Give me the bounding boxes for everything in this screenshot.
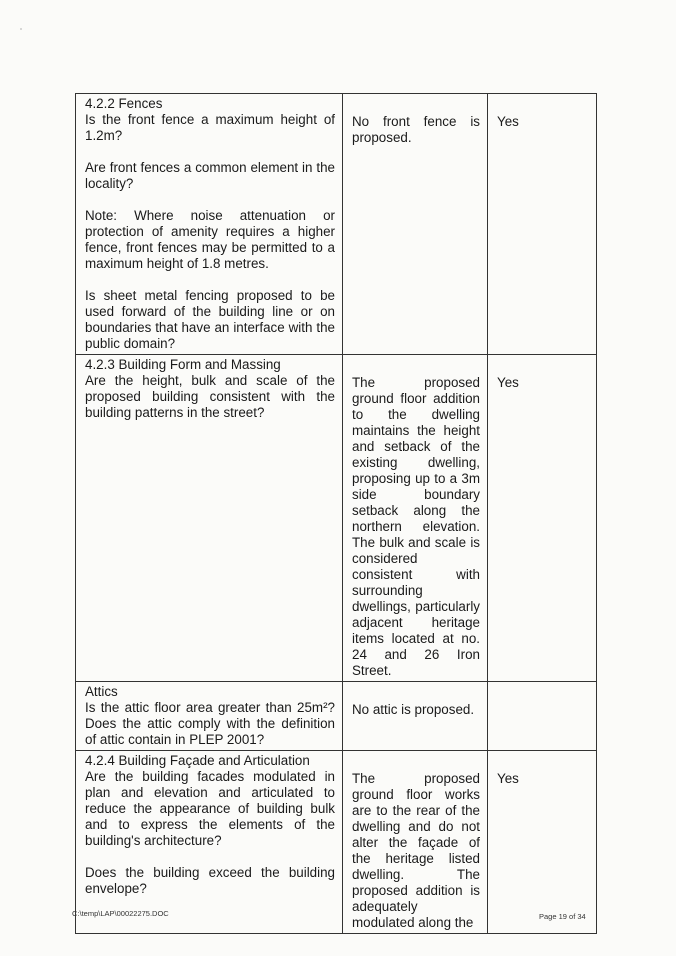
compliance-cell: [488, 355, 597, 682]
criteria-cell: [76, 682, 343, 751]
footer-file-path: C:\temp\LAP\00022275.DOC: [72, 909, 169, 918]
compliance-cell: [488, 751, 597, 934]
compliance-cell: [488, 94, 597, 355]
response-cell: [343, 94, 488, 355]
section-heading: Attics: [85, 684, 118, 699]
footer-page-number: Page 19 of 34: [539, 912, 586, 921]
criteria-text: Are the building facades modulated in plan and elevation and articulated to reduce the appearance of building bulk and to express the elements of the building's architecture?: [85, 769, 335, 848]
criteria-cell: [76, 751, 343, 934]
criteria-text: Are front fences a common element in the locality?: [85, 160, 335, 191]
criteria-cell: [76, 94, 343, 355]
section-heading: 4.2.4 Building Façade and Articulation: [85, 753, 310, 768]
criteria-text: Are the height, bulk and scale of the proposed building consistent with the building patterns in the street?: [85, 373, 335, 420]
compliance-text: Yes: [497, 375, 519, 390]
response-text: The proposed ground floor works are to the rear of the dwelling and do not alter the façade of the heritage listed dwelling. The proposed addition is adequately modulated along the: [352, 771, 480, 930]
response-cell: [343, 751, 488, 934]
section-heading: 4.2.2 Fences: [85, 96, 163, 111]
criteria-text: Is sheet metal fencing proposed to be used forward of the building line or on boundaries that have an interface with the public domain?: [85, 288, 335, 351]
table-row-attics: [76, 682, 597, 751]
criteria-text: Is the front fence a maximum height of 1.2m?: [85, 112, 335, 143]
compliance-text: Yes: [497, 771, 519, 786]
compliance-cell: [488, 682, 597, 751]
criteria-text: Is the attic floor area greater than 25m²? Does the attic comply with the definition of attic contain in PLEP 2001?: [85, 700, 335, 747]
response-text: No front fence is proposed.: [352, 114, 480, 145]
criteria-text: Does the building exceed the building envelope?: [85, 865, 335, 896]
table-row-facade: [76, 751, 597, 934]
table-row-fences: [76, 94, 597, 355]
criteria-cell: [76, 355, 343, 682]
response-text: No attic is proposed.: [352, 702, 475, 717]
compliance-text: Yes: [497, 114, 519, 129]
scan-speck: [20, 28, 22, 30]
section-heading: 4.2.3 Building Form and Massing: [85, 357, 281, 372]
response-text: The proposed ground floor addition to the dwelling maintains the height and setback of the existing dwelling, proposing up to a 3m side boundary setback along the northern elevation. The bulk and scale is considered consistent with surrounding dwellings, particularly adjacent heritage items located at no. 24 and 26 Iron Street.: [352, 375, 480, 678]
response-cell: [343, 682, 488, 751]
assessment-table: [75, 93, 597, 934]
table-row-building-form: [76, 355, 597, 682]
criteria-text: Note: Where noise attenuation or protection of amenity requires a higher fence, front fences may be permitted to a maximum height of 1.8 metres.: [85, 208, 335, 271]
response-cell: [343, 355, 488, 682]
